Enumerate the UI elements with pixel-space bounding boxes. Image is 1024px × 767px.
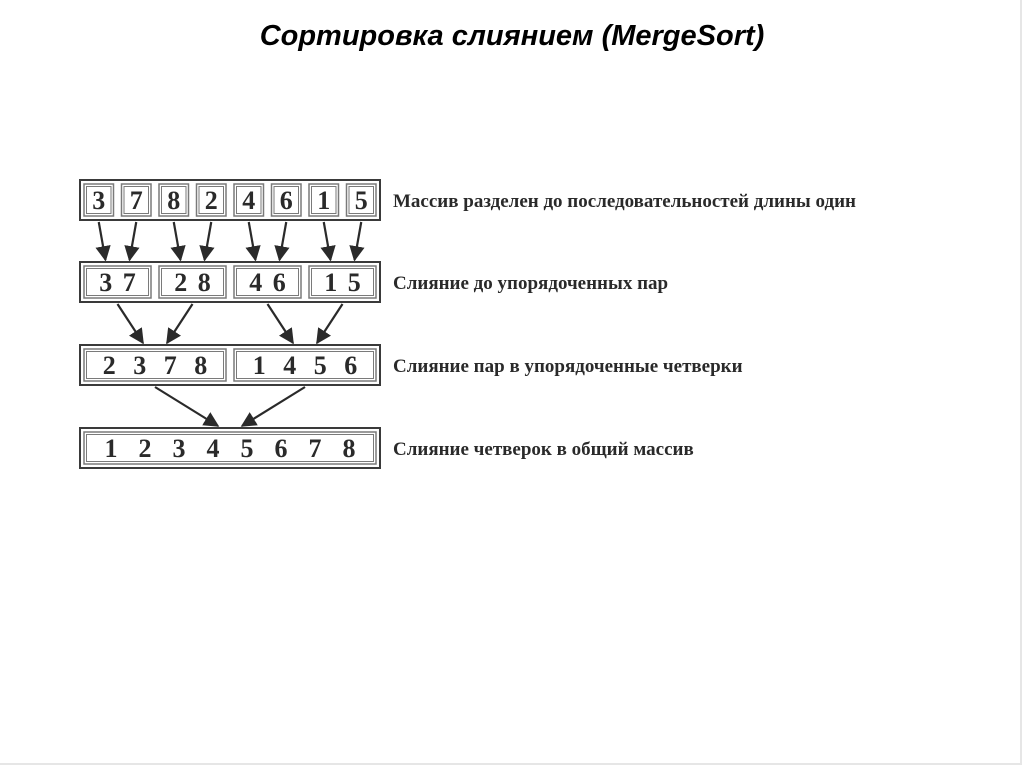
group-box-inner xyxy=(237,269,299,296)
array-digit: 7 xyxy=(163,351,177,380)
merge-arrow xyxy=(167,304,193,343)
array-digit: 3 xyxy=(172,434,186,463)
array-digit: 6 xyxy=(274,434,288,463)
array-digit: 4 xyxy=(249,268,263,297)
array-row-level-1 xyxy=(80,180,380,220)
array-digit: 6 xyxy=(279,186,293,215)
array-digit: 2 xyxy=(174,268,188,297)
array-row-level-3 xyxy=(80,345,380,385)
level-caption-3: Слияние пар в упорядоченные четверки xyxy=(393,356,743,377)
merge-arrow xyxy=(205,222,212,260)
array-digit: 8 xyxy=(194,351,208,380)
array-digit: 4 xyxy=(242,186,256,215)
array-digit: 8 xyxy=(342,434,356,463)
array-digit: 5 xyxy=(347,268,361,297)
group-box xyxy=(309,266,376,298)
slide-title: Сортировка слиянием (MergeSort) xyxy=(259,20,765,52)
array-digit: 1 xyxy=(104,434,118,463)
array-digit: 4 xyxy=(206,434,220,463)
array-digit: 8 xyxy=(167,186,181,215)
merge-arrow xyxy=(355,222,362,260)
merge-arrow xyxy=(242,387,305,426)
level-caption-2: Слияние до упорядоченных пар xyxy=(393,273,669,294)
array-digit: 3 xyxy=(133,351,147,380)
array-digit: 5 xyxy=(240,434,254,463)
array-row-level-4 xyxy=(80,428,380,468)
arrows xyxy=(99,222,362,426)
array-digit: 8 xyxy=(197,268,211,297)
array-digit: 4 xyxy=(283,351,297,380)
array-digit: 2 xyxy=(138,434,152,463)
array-digit: 6 xyxy=(272,268,286,297)
array-digit: 5 xyxy=(313,351,327,380)
group-box xyxy=(234,266,301,298)
merge-arrow xyxy=(249,222,256,260)
captions xyxy=(393,191,856,460)
array-digit: 1 xyxy=(324,268,338,297)
merge-arrow xyxy=(280,222,287,260)
array-digit: 3 xyxy=(92,186,106,215)
array-digit: 1 xyxy=(317,186,331,215)
array-digit: 7 xyxy=(129,186,143,215)
merge-arrow xyxy=(174,222,181,260)
array-digit: 3 xyxy=(99,268,113,297)
array-digit: 5 xyxy=(354,186,368,215)
array-row-level-2 xyxy=(80,262,380,302)
merge-arrow xyxy=(118,304,144,343)
array-digit: 7 xyxy=(122,268,136,297)
group-box xyxy=(84,432,376,464)
array-rows xyxy=(80,180,380,468)
group-box-inner xyxy=(162,269,224,296)
level-caption-1: Массив разделен до последовательностей длины один xyxy=(393,191,856,212)
array-digit: 2 xyxy=(102,351,116,380)
group-box xyxy=(159,266,226,298)
merge-arrow xyxy=(268,304,294,343)
level-caption-4: Слияние четверок в общий массив xyxy=(393,439,694,460)
array-digit: 1 xyxy=(252,351,266,380)
group-box xyxy=(84,266,151,298)
array-digit: 2 xyxy=(204,186,218,215)
merge-arrow xyxy=(155,387,218,426)
merge-arrow xyxy=(324,222,331,260)
group-box-inner xyxy=(87,435,374,462)
group-box-inner xyxy=(87,269,149,296)
array-digit: 7 xyxy=(308,434,322,463)
array-digit: 6 xyxy=(344,351,358,380)
merge-arrow xyxy=(99,222,106,260)
group-box-inner xyxy=(312,269,374,296)
merge-arrow xyxy=(317,304,343,343)
merge-arrow xyxy=(130,222,137,260)
